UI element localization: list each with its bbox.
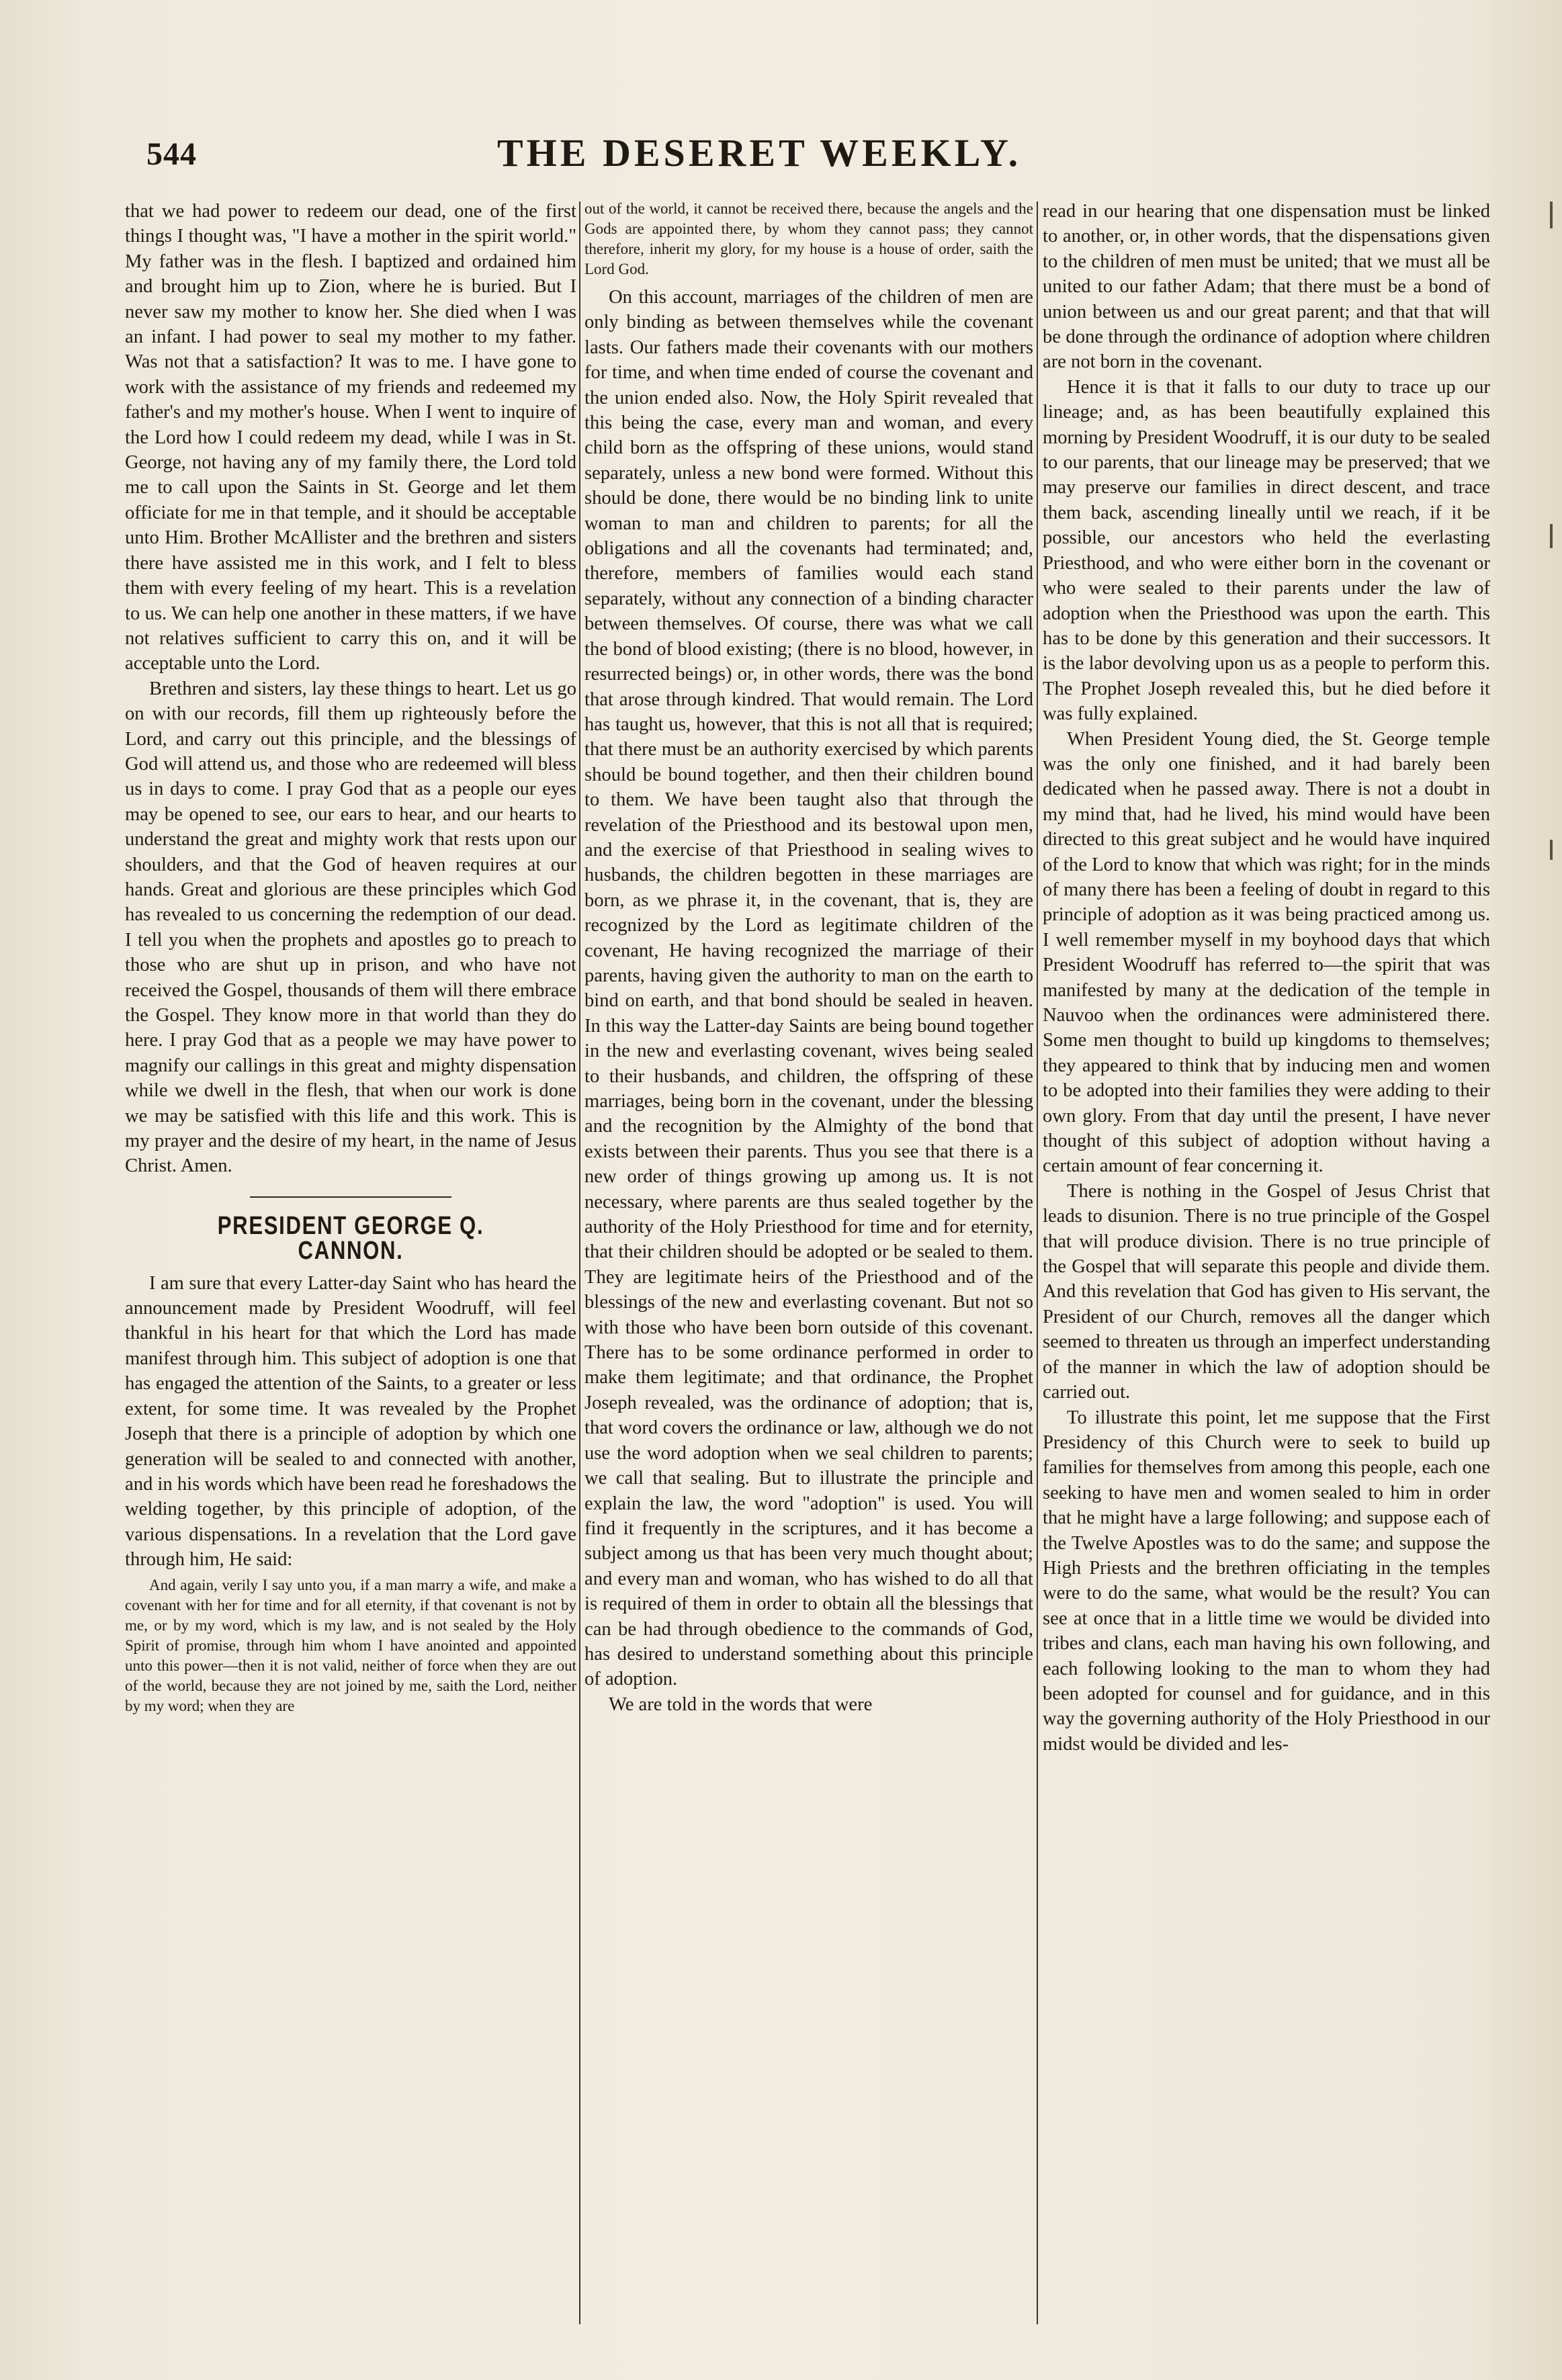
column-3-paragraph-4: There is nothing in the Gospel of Jesus Christ that leads to disunion. There is no true principle of the Gospel that will produce division. There is no true principle of the Gospel that will separate this people and divide them. And this revelation that God has given to His servant, the President of our Church, removes all the danger which seemed to threaten us through an imperfect understanding of the manner in which the law of adoption should be carried out. [1043,1180,1490,1403]
column-1-paragraph-1: that we had power to redeem our dead, one of the first things I thought was, "I have a mother in the spirit world." My father was in the flesh. I baptized and ordained him and brought him up to Zion, where he is buried. But I never saw my mother to know her. She died when I was an infant. I had power to seal my mother to my father. Was not that a satisfaction? It was to me. I have gone to work with the assistance of my friends and redeemed my father's and my mother's house. When I went to inquire of the Lord how I could redeem my dead, while I was in St. George, not having any of my family there, the Lord told me to call upon the Saints in St. George and let them officiate for me in that temple, and it should be acceptable unto Him. Brother McAllister and the brethren and sisters there have assisted me in this work, and I felt to bless them with every feeling of my heart. This is a revelation to us. We can help one another in these matters, if we have not relatives sufficient to carry this on, and it will be acceptable unto the Lord. [125,201,576,674]
margin-mark [1550,840,1553,860]
page-number: 544 [146,136,197,172]
margin-mark [1550,202,1553,228]
column-3-paragraph-2: Hence it is that it falls to our duty to trace up our lineage; and, as has been beautifully explained this morning by President Woodruff, it is our duty to be sealed to our parents, that our lineage may be preserved; that we may preserve our families in direct descent, and trace them back, ascending lineally until we reach, if it be possible, our ancestors who held the everlasting Priesthood, and who were either born in the covenant or who were sealed to their parents under the law of adoption when the Priesthood was upon the earth. This has to be done by this generation and their successors. It is the labor devolving upon us as a people to perform this. The Prophet Joseph revealed this, but he died before it was fully explained. [1043,376,1490,725]
column-rule-1 [579,202,580,2324]
page-header [134,128,1451,181]
column-2-paragraph-1: On this account, marriages of the children of men are only binding as between themselves while the covenant lasts. Our fathers made their covenants with our mothers for time, and when time ended of course the covenant and the union ended also. Now, the Holy Spirit revealed that this being the case, every man and woman, and every child born as the offspring of these unions, would stand separately, unless a new bond were formed. Without this should be done, there would be no binding link to unite woman to man and children to parents; for all the obligations and all the covenants had terminated; and, therefore, members of families would each stand separately, without any connection of a binding character between themselves. Of course, there was what we call the bond of blood existing; (there is no blood, however, in resurrected beings) or, in other words, there was the bond that arose through kindred. That would remain. The Lord has taught us, however, that this is not all that is required; that there must be an authority exercised by which parents should be bound together, and then their children bound to them. We have been taught also that through the revelation of the Priesthood and its bestowal upon men, and the exercise of that Priesthood in sealing wives to husbands, the children begotten in these marriages are born, as we phrase it, in the covenant, that is, they are recognized by the Lord as legitimate children of the covenant, He having recognized the marriage of their parents, having given the authority to man on the earth to bind on earth, and that bond should be sealed in heaven. In this way the Latter-day Saints are being bound together in the new and everlasting covenant, wives being sealed to their husbands, and children, the offspring of these marriages, being born in the covenant, under the blessing and the recognition by the Almighty of the bond that exists between their parents. Thus you see that there is a new order of things growing up among us. It is not necessary, where parents are thus sealed together by the authority of the Holy Priesthood for time and for eternity, that their children should be adopted or be sealed to them. They are legitimate heirs of the Priesthood and of the blessings of the new and everlasting covenant. But not so with those who have been born outside of this covenant. There has to be some ordinance performed in order to make them legitimate; and that ordinance, the Prophet Joseph revealed, was the ordinance of adoption; that is, that word covers the ordinance or law, although we do not use the word adoption when we seal children to parents; we call that sealing. But to illustrate the principle and explain the law, the word "adoption" is used. You will find it frequently in the scriptures, and it has become a subject among us that has been very much thought about; and every man and woman, who has wished to do all that is required of them in order to obtain all the blessings that can be had through obedience to the commands of God, has desired to understand something about this principle of adoption. [584,287,1033,1690]
column-rule-2 [1037,202,1038,2324]
column-3-paragraph-5: To illustrate this point, let me suppose that the First Presidency of this Church were to seek to build up families for themselves from among this people, each one seeking to have men and women sealed to him in order that he might have a large following; and suppose each of the Twelve Apostles was to do the same; and suppose the High Priests and the brethren officiating in the temples were to do the same, what would be the result? You can see at once that in a little time we would be divided into tribes and clans, each man having his own following, and each following looking to the man to whom they had been adopted for counsel and for guidance, and in this way the governing authority of the Holy Priesthood in our midst would be divided and les- [1043,1407,1490,1755]
revelation-quote: And again, verily I say unto you, if a man marry a wife, and make a covenant with her for time and for all eternity, if that covenant is not by me, or by my word, which is my law, and is not sealed by the Holy Spirit of promise, through him whom I have anointed and appointed unto this power—then it is not valid, neither of force when they are out of the world, because they are not joined by me, saith the Lord, neither by my word; when they are [125,1576,576,1714]
column-1-paragraph-3: I am sure that every Latter-day Saint who has heard the announcement made by President Woodruff, will feel thankful in his heart for that which the Lord has made manifest through him. This subject of adoption is one that has engaged the attention of the Saints, to a greater or less extent, for some time. It was revealed by the Prophet Joseph that there is a principle of adoption by which one generation will be sealed to and connected with another, and in his words which have been read he foreshadows the welding together, by this principle of adoption, of the various dispensations. In a revelation that the Lord gave through him, He said: [125,1272,576,1571]
masthead-title: THE DESERET WEEKLY. [497,131,1022,175]
column-2 [584,199,1033,2328]
section-divider [250,1196,451,1198]
column-3 [1043,199,1490,2328]
column-2-paragraph-2: We are told in the words that were [609,1693,873,1715]
column-3-paragraph-3: When President Young died, the St. George temple was the only one finished, and it had barely been dedicated when he passed away. There is not a doubt in my mind that, had he lived, his mind would have been directed to this great subject and he would have inquired of the Lord to know that which was right; for in the minds of many there has been a feeling of doubt in regard to this principle of adoption as it was being practiced among us. I well remember myself in my boyhood days that which President Woodruff has referred to—the spirit that was manifested by many at the dedication of the temple in Nauvoo when the ordinances were administered there. Some men thought to build up kingdoms to themselves; they appeared to think that by inducing men and women to be adopted into their families they were adding to their own glory. From that day until the present, I have never thought of this subject of adoption without having a certain amount of fear concerning it. [1043,728,1490,1177]
column-3-paragraph-1: read in our hearing that one dispensation must be linked to another, or, in other words, that the dispensations given to the children of men must be united; that we must all be united to our father Adam; that there must be a bond of union between us and our great parent; and that that will be done through the ordinance of adoption where children are not born in the covenant. [1043,201,1490,373]
column-1 [125,199,576,2328]
margin-mark [1550,524,1553,548]
column-1-paragraph-2: Brethren and sisters, lay these things to heart. Let us go on with our records, fill them up righteously before the Lord, and carry out this principle, and the blessings of God will attend us, and those who are redeemed will bless us in days to come. I pray God that as a people our eyes may be opened to see, our ears to hear, and our hearts to understand the great and mighty work that rests upon our shoulders, and that the God of heaven requires at our hands. Great and glorious are these principles which God has revealed to us concerning the redemption of our dead. I tell you when the prophets and apostles go to preach to those who are shut up in prison, and who have not received the Gospel, thousands of them will there embrace the Gospel. They know more in that world than they do here. I pray God that as a people we may have power to magnify our callings in this great and mighty dispensation while we dwell in the flesh, that when our work is done we may be satisfied with this life and this work. This is my prayer and the desire of my heart, in the name of Jesus Christ. Amen. [125,678,576,1177]
section-heading: PRESIDENT GEORGE Q. CANNON. [217,1211,484,1266]
revelation-quote-continued: out of the world, it cannot be received there, because the angels and the Gods are appointed there, by whom they cannot pass; they cannot therefore, inherit my glory, for my house is a house of order, saith the Lord God. [584,200,1033,277]
